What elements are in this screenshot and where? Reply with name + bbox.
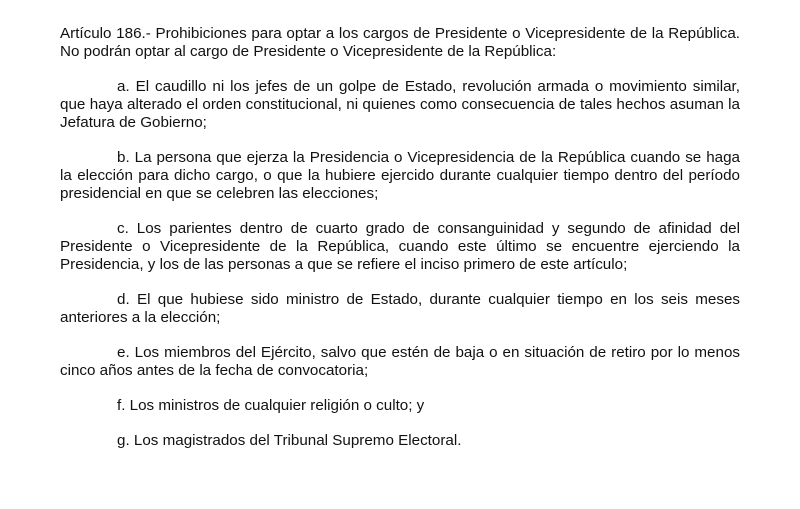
item-b: b. La persona que ejerza la Presidencia o Vicepresidencia de la República cuando se haga la elección para dicho cargo, o que la hubiere ejercido durante cualquier tiempo dentro del período presidencial en que se celebren las elecciones; (60, 149, 740, 202)
item-f: f. Los ministros de cualquier religión o culto; y (117, 397, 425, 414)
article-heading: Artículo 186.- Prohibiciones para optar a los cargos de Presidente o Vicepresidente de la República. No podrán optar al cargo de Presidente o Vicepresidente de la República: (60, 25, 740, 60)
item-c: c. Los parientes dentro de cuarto grado de consanguinidad y segundo de afinidad del Presidente o Vicepresidente de la República, cuando este último se encuentre ejerciendo la Presidencia, y los de las personas a que se refiere el inciso primero de este artículo; (60, 220, 740, 273)
document-body (60, 25, 740, 450)
item-d: d. El que hubiese sido ministro de Estado, durante cualquier tiempo en los seis meses anteriores a la elección; (60, 291, 740, 326)
item-a: a. El caudillo ni los jefes de un golpe de Estado, revolución armada o movimiento similar, que haya alterado el orden constitucional, ni quienes como consecuencia de tales hechos asuman la Jefatura de Gobierno; (60, 78, 740, 131)
item-e: e. Los miembros del Ejército, salvo que estén de baja o en situación de retiro por lo menos cinco años antes de la fecha de convocatoria; (60, 344, 740, 379)
item-g: g. Los magistrados del Tribunal Supremo Electoral. (117, 432, 462, 449)
